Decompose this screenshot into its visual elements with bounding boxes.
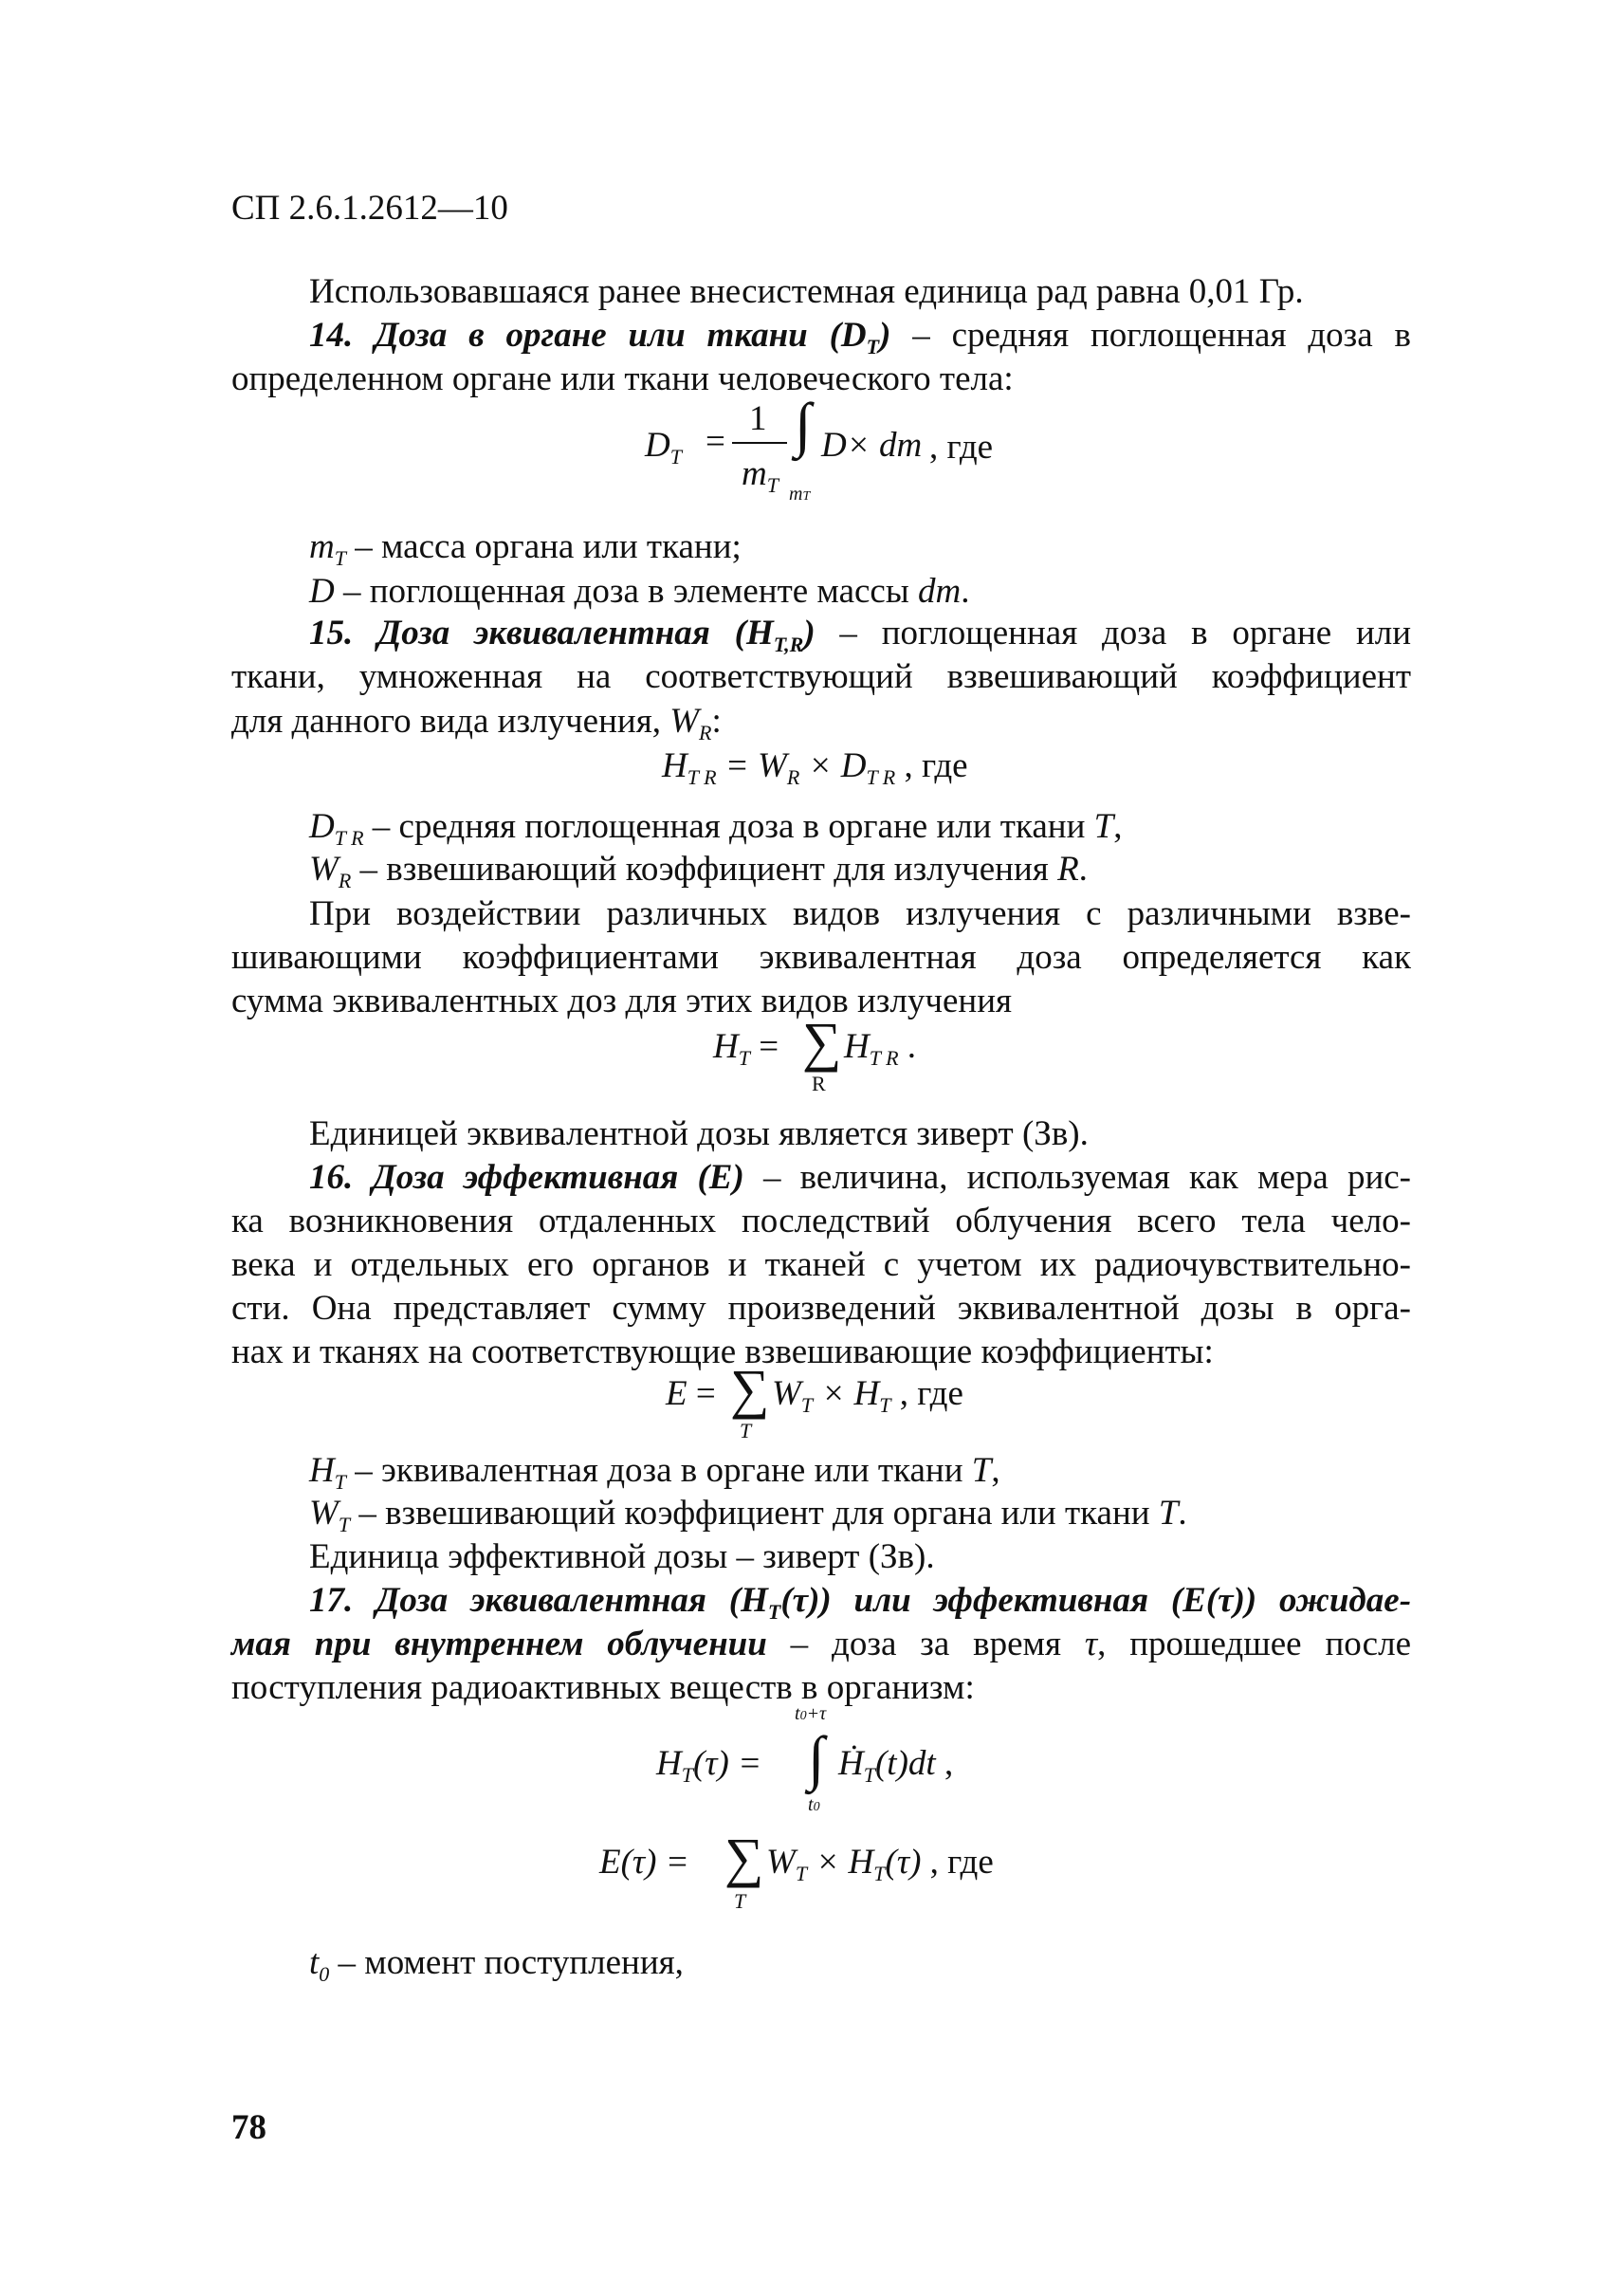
formula-sub: T bbox=[738, 1046, 750, 1070]
definition-sub: T bbox=[338, 1513, 351, 1536]
formula-symbol: W bbox=[766, 1843, 796, 1882]
paragraph-line: определенном органе или ткани человеческого тела: bbox=[231, 359, 1014, 398]
formula-sub: 0 bbox=[813, 1800, 820, 1814]
definition-text: – взвешивающий коэффициент для излучения bbox=[351, 850, 1058, 889]
definition-text: – поглощенная доза в элементе массы bbox=[334, 572, 918, 611]
paragraph-line: При воздействии различных видов излучения с различными взве- bbox=[309, 894, 1411, 933]
formula-sub: T R bbox=[866, 765, 896, 789]
document-header: СП 2.6.1.2612—10 bbox=[231, 189, 508, 228]
paragraph-end: : bbox=[711, 702, 722, 741]
formula-16-left bbox=[666, 1373, 716, 1414]
formula-tail: , где bbox=[895, 746, 968, 785]
formula-tail: , bbox=[935, 1744, 954, 1783]
paragraph-line: нах и тканях на соответствующие взвешивающие коэффициенты: bbox=[231, 1332, 1214, 1371]
formula-sub: T bbox=[681, 1763, 693, 1787]
section-17-title-end: мая при внутреннем облучении bbox=[231, 1625, 767, 1663]
definition-end: , bbox=[991, 1451, 1000, 1490]
formula-symbol: × H bbox=[813, 1374, 880, 1413]
formula-symbol: H bbox=[662, 746, 687, 785]
definition-sub: T R bbox=[334, 826, 364, 850]
formula-symbol: E bbox=[666, 1374, 687, 1413]
section-15-title-sub: T,R bbox=[773, 633, 804, 656]
formula-eq: = bbox=[749, 1027, 779, 1066]
definition-sub: R bbox=[699, 721, 712, 744]
formula-symbol: +τ bbox=[806, 1703, 827, 1724]
formula-symbol: H bbox=[844, 1027, 870, 1066]
section-15-number: 15. bbox=[309, 614, 354, 652]
formula-17a-integrand bbox=[838, 1743, 953, 1788]
formula-14-eq: = bbox=[706, 422, 725, 461]
definition-symbol: W bbox=[309, 1494, 339, 1533]
formula-15b-term bbox=[844, 1026, 916, 1071]
integral-upper-limit bbox=[795, 1703, 826, 1725]
paragraph-line: ткани, умноженная на соответствующий взвешивающий коэффициент bbox=[231, 657, 1411, 696]
integral-lower-limit bbox=[808, 1794, 820, 1816]
formula-tail: , где bbox=[921, 1843, 994, 1882]
formula-symbol: m bbox=[742, 454, 767, 493]
definition-sub: R bbox=[338, 869, 352, 892]
section-14-title-sub: T bbox=[866, 335, 880, 358]
section-14-number: 14. bbox=[309, 316, 354, 355]
definition-end: , bbox=[1113, 807, 1123, 846]
formula-14-integrand: D× dm bbox=[821, 426, 923, 465]
definition-symbol: T bbox=[971, 1451, 992, 1490]
definition-symbol: τ bbox=[1084, 1625, 1098, 1663]
formula-symbol: (τ) bbox=[885, 1843, 922, 1882]
paragraph-line bbox=[231, 699, 722, 755]
definition-end: . bbox=[1078, 850, 1088, 889]
formula-eq: = bbox=[687, 1374, 716, 1413]
definition-end: . bbox=[961, 572, 970, 611]
definition-text: – эквивалентная доза в органе или ткани bbox=[345, 1451, 972, 1490]
formula-17a-left bbox=[656, 1743, 761, 1788]
definition-symbol: T bbox=[1093, 807, 1114, 846]
formula-symbol: H bbox=[713, 1027, 739, 1066]
formula-symbol: (t)dt bbox=[874, 1744, 936, 1783]
section-17-number: 17. bbox=[309, 1581, 354, 1620]
formula-sub: T bbox=[802, 489, 811, 504]
formula-17b-term bbox=[766, 1842, 994, 1886]
definition-text: – взвешивающий коэффициент для органа или ткани bbox=[350, 1494, 1159, 1533]
section-17-text-end: , прошедшее после bbox=[1097, 1625, 1411, 1663]
formula-15b bbox=[713, 1026, 779, 1071]
formula-symbol: Ḣ bbox=[838, 1744, 864, 1783]
formula-sub: T bbox=[669, 445, 682, 468]
paragraph-line: ка возникновения отдаленных последствий облучения всего тела чело- bbox=[231, 1202, 1411, 1240]
definition-symbol: W bbox=[309, 850, 339, 889]
formula-symbol: H bbox=[656, 1744, 682, 1783]
formula-symbol: m bbox=[789, 484, 803, 505]
section-17-title: Доза эквивалентная (H bbox=[376, 1581, 768, 1620]
integral-sign: ∫ bbox=[808, 1724, 825, 1791]
paragraph-line: Использовавшаяся ранее внесистемная единица рад равна 0,01 Гр. bbox=[309, 272, 1304, 311]
section-17-title-sub: T bbox=[767, 1600, 781, 1624]
formula-14-tail: , где bbox=[929, 428, 994, 467]
definition-line bbox=[309, 1940, 684, 1996]
definition-symbol: T bbox=[1158, 1494, 1179, 1533]
section-16-text: – величина, используемая как мера рис- bbox=[743, 1158, 1411, 1197]
section-17-title-cont: (τ)) или эффективная (E(τ)) ожидае- bbox=[780, 1581, 1412, 1620]
paragraph-line: сумма эквивалентных доз для этих видов излучения bbox=[231, 982, 1013, 1020]
page-number: 78 bbox=[231, 2108, 266, 2147]
sum-sign: ∑ bbox=[724, 1827, 764, 1888]
section-14-text: – средняя поглощенная доза в bbox=[890, 316, 1412, 355]
section-16-number: 16. bbox=[309, 1158, 354, 1197]
formula-sub: T bbox=[863, 1763, 875, 1787]
sum-index: R bbox=[812, 1072, 826, 1095]
section-14-title-end: ) bbox=[879, 316, 891, 355]
formula-symbol: W bbox=[772, 1374, 801, 1413]
formula-symbol: t bbox=[808, 1794, 814, 1815]
definition-sub: T bbox=[334, 1470, 346, 1494]
formula-symbol: × D bbox=[799, 746, 867, 785]
formula-symbol: × H bbox=[807, 1843, 874, 1882]
definition-symbol: D bbox=[309, 807, 335, 846]
sum-sign: ∑ bbox=[730, 1358, 770, 1420]
formula-sub: T R bbox=[869, 1046, 899, 1070]
formula-symbol: = W bbox=[716, 746, 787, 785]
fraction-bar bbox=[732, 442, 787, 444]
paragraph-line: Единица эффективной дозы – зиверт (Зв). bbox=[309, 1537, 935, 1576]
formula-17b-left: E(τ) = bbox=[599, 1843, 689, 1882]
definition-symbol: t bbox=[309, 1943, 320, 1982]
paragraph-text: для данного вида излучения, bbox=[231, 702, 670, 741]
paragraph-line: шивающими коэффициентами эквивалентная доза определяется как bbox=[231, 938, 1411, 977]
formula-symbol: D bbox=[645, 426, 670, 465]
section-16-title: Доза эффективная (E) bbox=[372, 1158, 744, 1197]
formula-14-left bbox=[645, 425, 682, 469]
section-16-heading bbox=[309, 1155, 1411, 1200]
section-15-title: Доза эквивалентная (H bbox=[377, 614, 774, 652]
definition-symbol: W bbox=[669, 702, 700, 741]
formula-sub: 0 bbox=[799, 1709, 807, 1723]
formula-14-numerator: 1 bbox=[749, 399, 767, 438]
definition-line bbox=[309, 569, 969, 614]
formula-15 bbox=[662, 745, 968, 790]
section-17-text: – доза за время bbox=[766, 1625, 1085, 1663]
sum-sign: ∑ bbox=[802, 1011, 842, 1073]
formula-end: . bbox=[898, 1027, 917, 1066]
section-15-text: – поглощенная доза в органе или bbox=[815, 614, 1412, 652]
formula-sub: T bbox=[879, 1393, 891, 1417]
formula-sub: T bbox=[800, 1393, 814, 1417]
definition-symbol: dm bbox=[917, 572, 962, 611]
definition-symbol: m bbox=[309, 527, 335, 566]
definition-symbol: D bbox=[309, 572, 335, 611]
formula-symbol: (τ) = bbox=[692, 1744, 762, 1783]
section-15-title-end: ) bbox=[803, 614, 816, 652]
paragraph-line: Единицей эквивалентной дозы является зиверт (Зв). bbox=[309, 1114, 1089, 1153]
definition-end: . bbox=[1178, 1494, 1187, 1533]
formula-sub: R bbox=[786, 765, 800, 789]
sum-index: T bbox=[740, 1419, 752, 1442]
formula-sub: T bbox=[873, 1862, 886, 1885]
definition-symbol: R bbox=[1057, 850, 1079, 889]
formula-sub: T bbox=[766, 473, 779, 497]
integral-limit bbox=[789, 484, 810, 505]
formula-16-term bbox=[772, 1373, 963, 1418]
formula-symbol: t bbox=[795, 1703, 800, 1724]
paragraph-line: сти. Она представляет сумму произведений эквивалентной дозы в орга- bbox=[231, 1289, 1411, 1328]
definition-sub: 0 bbox=[319, 1962, 330, 1986]
formula-14-denominator bbox=[742, 453, 779, 498]
definition-text: – масса органа или ткани; bbox=[345, 527, 742, 566]
definition-text: – момент поступления, bbox=[329, 1943, 684, 1982]
section-17-line-2 bbox=[231, 1622, 1411, 1666]
integral-sign: ∫ bbox=[795, 391, 812, 458]
formula-tail: , где bbox=[890, 1374, 963, 1413]
definition-sub: T bbox=[334, 546, 346, 570]
definition-symbol: H bbox=[309, 1451, 335, 1490]
section-14-title: Доза в органе или ткани (D bbox=[375, 316, 867, 355]
sum-index: T bbox=[734, 1889, 746, 1913]
formula-sub: T R bbox=[687, 765, 717, 789]
formula-sub: T bbox=[795, 1862, 808, 1885]
paragraph-line: века и отдельных его органов и тканей с учетом их радиочувствительно- bbox=[231, 1245, 1411, 1284]
definition-text: – средняя поглощенная доза в органе или ткани bbox=[363, 807, 1094, 846]
paragraph-line: поступления радиоактивных веществ в организм: bbox=[231, 1668, 975, 1707]
